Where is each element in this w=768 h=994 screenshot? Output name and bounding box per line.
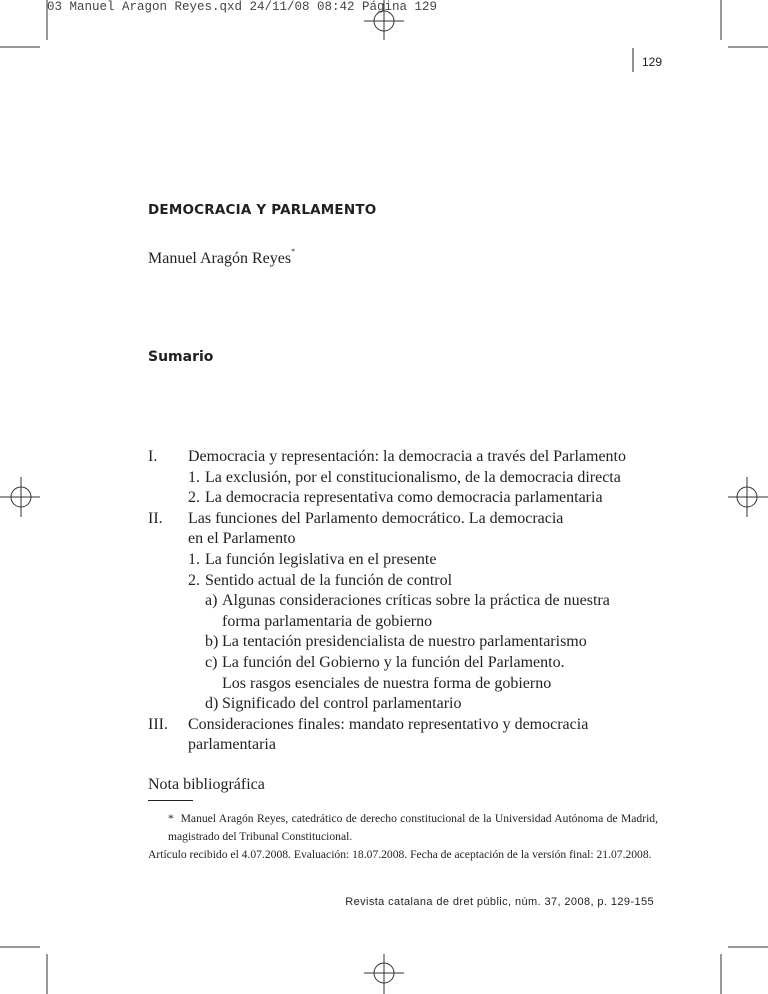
toc-item-label: 1.	[188, 550, 200, 568]
registration-mark-bottom	[364, 954, 404, 994]
toc-item-text: en el Parlamento	[188, 530, 296, 548]
toc-item-text: parlamentaria	[188, 736, 276, 754]
author	[148, 247, 296, 268]
toc-item-text: Sentido actual de la función de control	[205, 571, 453, 589]
page-number: 129	[642, 55, 663, 69]
toc-item-label: 2.	[188, 489, 200, 507]
author-name: Manuel Aragón Reyes	[148, 250, 292, 267]
toc-item-label: II.	[148, 509, 163, 527]
toc-item-text: La tentación presidencialista de nuestro parlamentarismo	[222, 633, 587, 651]
registration-mark-right	[728, 477, 768, 517]
toc-item-text: La exclusión, por el constitucionalismo, de la democracia directa	[205, 468, 621, 486]
toc-item-label: 1.	[188, 468, 200, 486]
article-title: DEMOCRACIA Y PARLAMENTO	[148, 202, 377, 218]
bibliography-note: Nota bibliográfica	[148, 776, 265, 793]
toc-item-text: La democracia representativa como democracia parlamentaria	[205, 489, 603, 507]
footnote-text: Manuel Aragón Reyes, catedrático de derecho constitucional de la Universidad Autónoma de Madrid, magistrado del Tribunal Constitucional.	[168, 812, 658, 843]
footnote-dates: Artículo recibido el 4.07.2008. Evaluación: 18.07.2008. Fecha de aceptación de la versión final: 21.07.2008.	[148, 848, 652, 861]
footnote	[148, 810, 658, 864]
toc-item-label: b)	[205, 633, 219, 651]
toc-item-label: d)	[205, 695, 219, 713]
footnote-divider	[148, 800, 193, 801]
registration-mark-left	[0, 477, 40, 517]
footnote-mark: *	[168, 812, 174, 825]
journal-citation: Revista catalana de dret públic, núm. 37, 2008, p. 129-155	[345, 896, 654, 908]
toc-item-text: Democracia y representación: la democracia a través del Parlamento	[188, 448, 626, 465]
toc-item-text: forma parlamentaria de gobierno	[222, 612, 433, 630]
toc-item-text: Los rasgos esenciales de nuestra forma de gobierno	[222, 674, 552, 692]
summary-heading: Sumario	[148, 349, 214, 365]
toc-item-text: Las funciones del Parlamento democrático. La democracia	[188, 509, 564, 527]
toc-item-text: Significado del control parlamentario	[222, 695, 462, 713]
toc-item-text: La función del Gobierno y la función del Parlamento.	[222, 653, 565, 671]
toc-item-text: Consideraciones finales: mandato representativo y democracia	[188, 715, 589, 733]
toc-item-label: c)	[205, 653, 218, 671]
toc-item-label: I.	[148, 448, 158, 465]
toc-item-text: Algunas consideraciones críticas sobre la práctica de nuestra	[222, 592, 610, 610]
print-slug: 03 Manuel Aragon Reyes.qxd 24/11/08 08:42 Página 129	[47, 0, 438, 14]
toc-item-text: La función legislativa en el presente	[205, 550, 437, 568]
toc-item-label: III.	[148, 715, 168, 733]
toc-item-label: a)	[205, 592, 218, 610]
toc-item-label: 2.	[188, 571, 200, 589]
footnote-ref: *	[291, 247, 296, 256]
